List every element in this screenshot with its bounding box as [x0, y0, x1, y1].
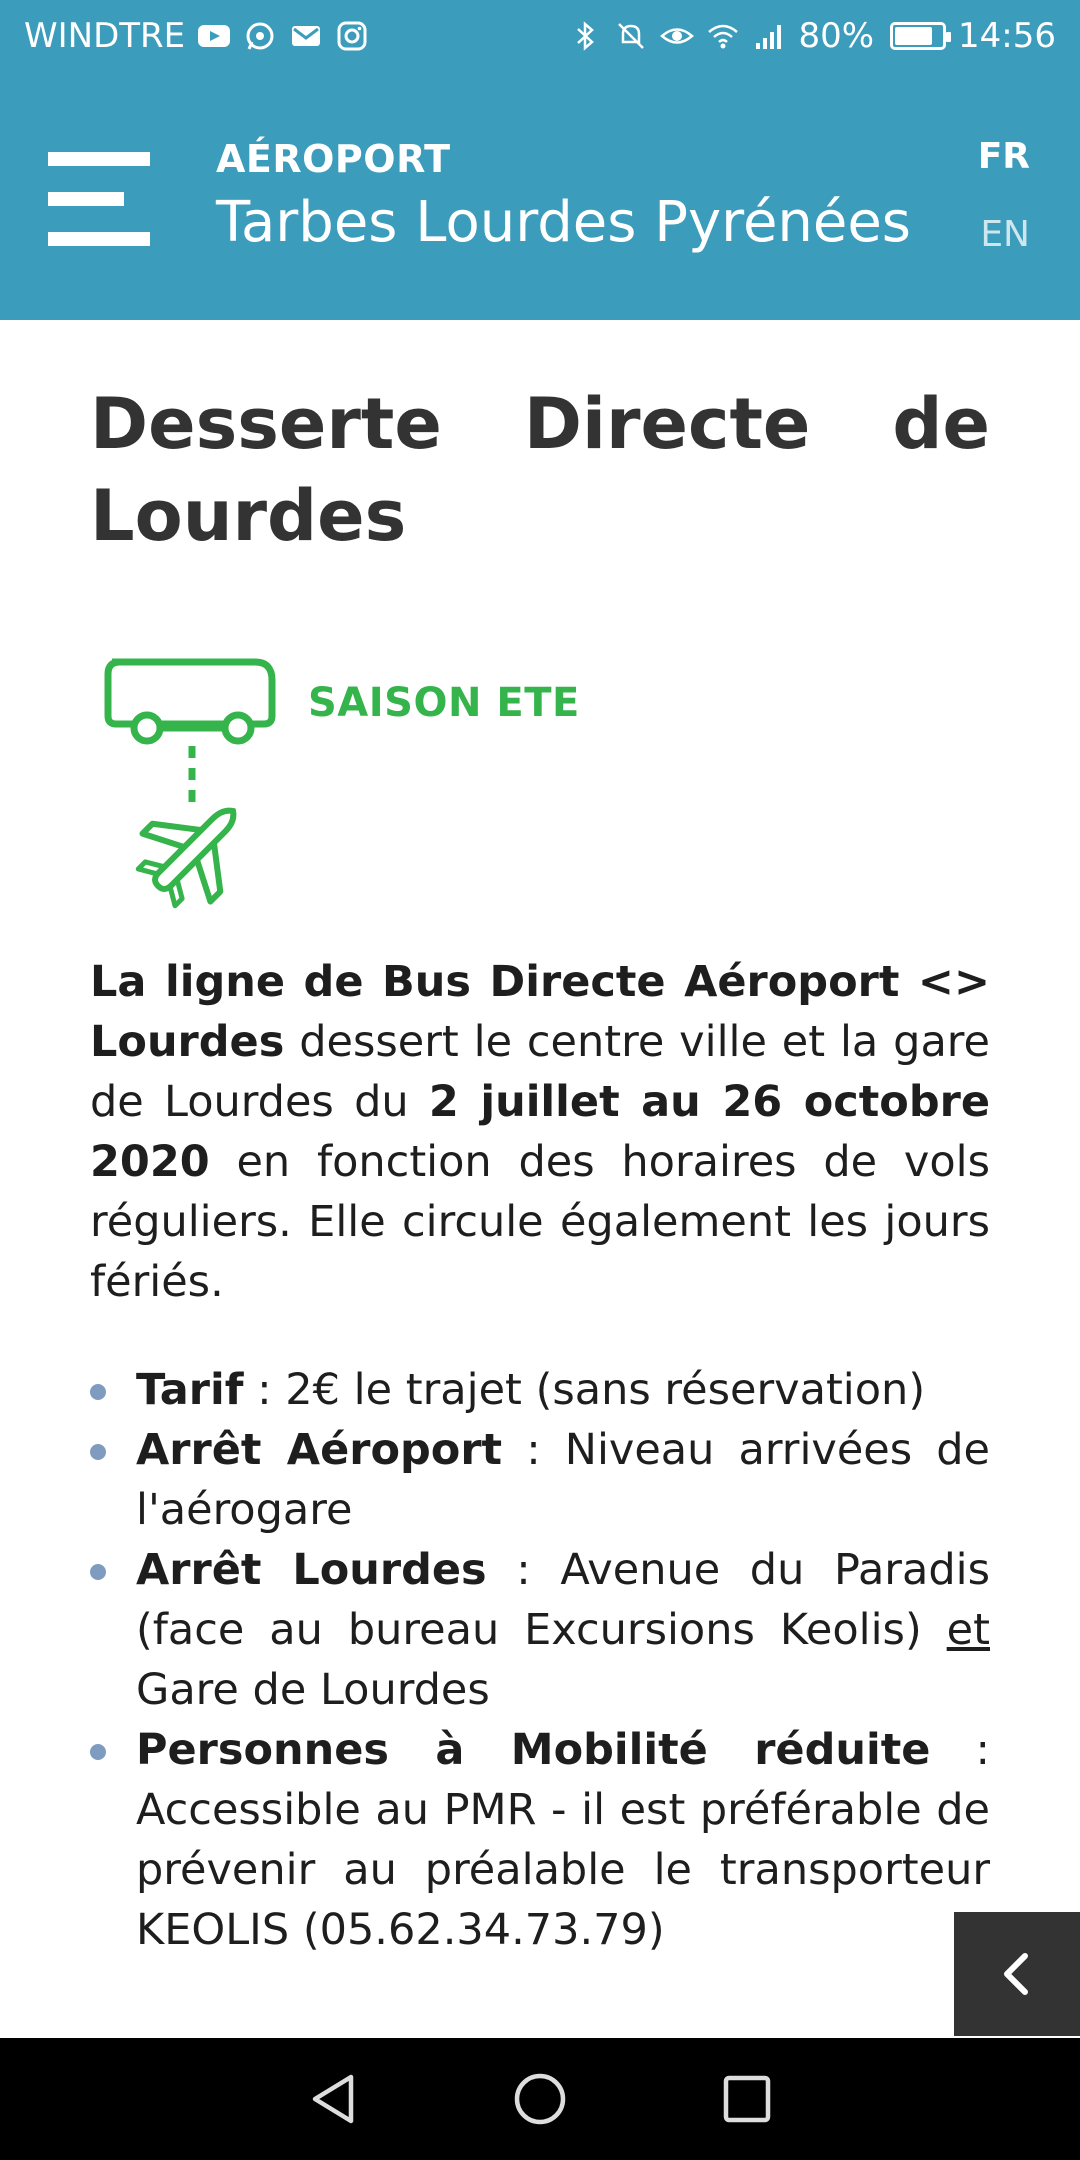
page-title-line2: Lourdes — [90, 475, 407, 557]
nav-home-button[interactable] — [510, 2069, 570, 2129]
item-label: Arrêt Lourdes — [136, 1545, 487, 1595]
title-word: Directe — [523, 383, 811, 465]
item-text: Niveau arrivées de l'aérogare — [136, 1425, 991, 1535]
list-item-arret-lourdes — [90, 1540, 990, 1720]
status-right — [568, 16, 1056, 56]
logo-label: SAISON ETE — [308, 680, 580, 726]
intro-text-2: en fonction des horaires de vols réguliers. Elle circule également les jours fériés. — [90, 1137, 990, 1307]
language-en-link[interactable]: EN — [980, 214, 1030, 255]
title-word: de — [892, 383, 990, 465]
whatsapp-icon — [243, 21, 277, 51]
menu-line — [48, 192, 124, 206]
nav-recents-button[interactable] — [717, 2069, 777, 2129]
item-text: Avenue du Paradis (face au bureau Excursions Keolis) — [136, 1545, 990, 1655]
mute-icon — [614, 21, 648, 51]
item-label: Arrêt Aéroport — [136, 1425, 503, 1475]
main-content — [90, 320, 990, 1960]
carrier-label: WINDTRE — [24, 16, 186, 56]
language-fr-link[interactable]: FR — [977, 136, 1030, 177]
home-circle-icon — [512, 2071, 568, 2127]
header-subtitle: AÉROPORT — [216, 137, 451, 181]
recents-square-icon — [721, 2073, 773, 2125]
wifi-icon — [706, 21, 740, 51]
item-label: Personnes à Mobilité réduite — [136, 1725, 931, 1775]
eye-icon — [660, 21, 694, 51]
info-list — [90, 1360, 990, 1960]
item-underlined-text: et — [946, 1605, 990, 1655]
page-title-line1 — [90, 378, 990, 470]
list-item-arret-aeroport — [90, 1420, 990, 1540]
item-sep: : — [486, 1545, 561, 1595]
battery-fill — [895, 27, 932, 45]
title-word: Desserte — [90, 383, 442, 465]
instagram-icon — [335, 21, 369, 51]
clock: 14:56 — [958, 16, 1056, 56]
header-title: Tarbes Lourdes Pyrénées — [216, 190, 911, 255]
youtube-icon — [197, 21, 231, 51]
list-item-tarif — [90, 1360, 990, 1420]
battery-percent: 80% — [798, 16, 875, 56]
intro-bold-2: 2 juillet au 26 octobre 2020 — [90, 1077, 991, 1187]
intro-text-1: dessert le centre ville et la gare de Lourdes du — [90, 1017, 990, 1127]
item-sep: : — [502, 1425, 565, 1475]
chevron-left-icon — [997, 1952, 1037, 1996]
nav-back-button[interactable] — [303, 2069, 363, 2129]
status-bar — [0, 0, 1080, 72]
bluetooth-icon — [568, 21, 602, 51]
battery-icon — [890, 22, 946, 50]
hamburger-menu-icon[interactable] — [48, 152, 150, 244]
intro-bold-1: La ligne de Bus Directe Aéroport <> Lourdes — [90, 957, 990, 1067]
list-item-pmr — [90, 1720, 990, 1960]
app-header — [0, 72, 1080, 320]
menu-line — [48, 232, 150, 246]
saison-ete-logo — [90, 642, 610, 912]
system-nav-bar — [0, 2038, 1080, 2160]
back-fab-button[interactable] — [954, 1912, 1080, 2036]
item-label: Tarif — [136, 1365, 244, 1415]
status-left — [24, 16, 369, 56]
mail-icon — [289, 21, 323, 51]
item-sep: : — [930, 1725, 991, 1775]
page-title — [90, 378, 990, 562]
back-triangle-icon — [307, 2071, 359, 2127]
item-text: 2€ le trajet (sans réservation) — [285, 1365, 926, 1415]
menu-line — [48, 152, 150, 166]
item-sep: : — [243, 1365, 286, 1415]
signal-icon — [752, 21, 786, 51]
intro-paragraph — [90, 952, 990, 1312]
item-text: Accessible au PMR - il est préférable de prévenir au préalable le transporteur KEOLIS (05.62.34.73.79) — [136, 1785, 990, 1955]
item-text-2: Gare de Lourdes — [136, 1665, 490, 1715]
